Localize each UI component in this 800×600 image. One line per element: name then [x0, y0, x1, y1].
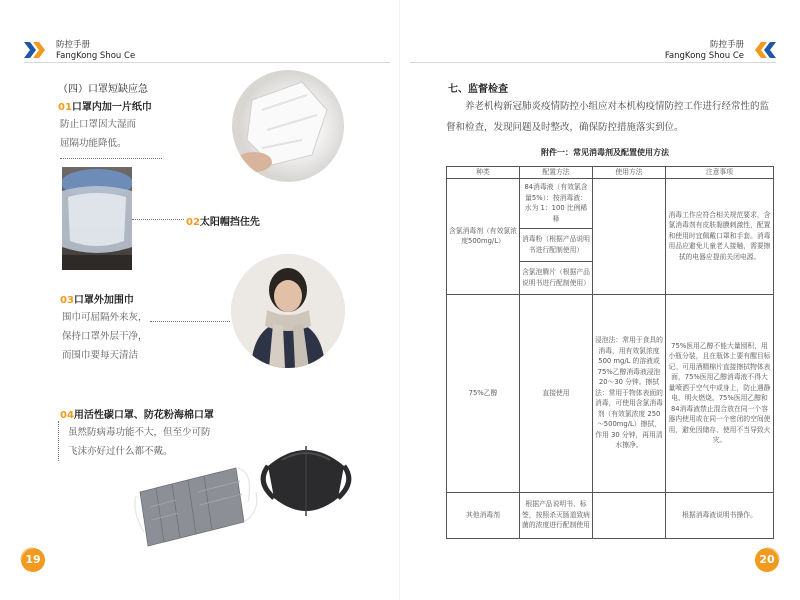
table-row [447, 492, 774, 538]
table-cell: 含氯泡腾片（根据产品说明书进行配制使用） [520, 261, 593, 294]
table-row [447, 178, 774, 228]
table-cell: 消毒粉（根据产品说明书进行配制使用） [520, 228, 593, 261]
tissue-photo [232, 70, 344, 182]
table-cell: 84消毒液（有效氯含量5%）：按消毒液：水为 1：100 比例稀释 [520, 178, 593, 228]
item-03-text: 围巾可屈隔外来灰， 保持口罩外层干净， 而围巾要每天清洁 [62, 312, 148, 361]
chevron-logo-icon [24, 42, 50, 58]
table-title: 附件一：常见消毒剂及配置使用方法 [541, 148, 669, 157]
item-01-title: 01口罩内加一片纸巾 [58, 102, 152, 113]
table-cell: 根据产品说明书、标签，按照杀灭肠道致病菌的浓度进行配制使用 [520, 492, 593, 538]
page-number: 20 [759, 553, 775, 566]
table-header-cell: 配置方法 [520, 167, 593, 179]
right-page [400, 0, 800, 600]
sponge-mask-photo [258, 436, 354, 526]
table-cell: 浸泡法：常用于食具的消毒，用有效氯浓度 500 mg/L 的溶液或 75%乙醇消毒液浸泡 20～30 分钟。擦拭法：常用于物体表面的消毒，可使用含氯消毒剂（有效氯浓度 250～500mg/L）擦拭，作用 30 分钟，再用清水擦净。 [593, 294, 666, 492]
table-cell: 75%医用乙醇不能大量囤积，用小瓶分装，且在瓶体上要有醒目标记。可用酒精棉片直接擦拭物体表面，75%医用乙醇消毒液不得大量喷洒于空气中或身上，防止遇静电、明火燃烧。75%医用乙醇和84消毒液禁止混合放在同一个容器内使用或在同一个密闭的空间使用，避免因储存、使用不当导致火灾。 [666, 294, 774, 492]
section-title: （四）口罩短缺应急 [58, 84, 148, 95]
page-number: 19 [25, 553, 41, 566]
item-04-text: 虽然防病毒功能不大，但至少可防 飞沫亦好过什么都不戴。 [68, 427, 211, 457]
table-cell: 75%乙醇 [447, 294, 520, 492]
divider-dotted-vertical [58, 421, 59, 461]
item-02-title: 02太阳帽挡住先 [186, 217, 260, 228]
scarf-photo [231, 254, 345, 368]
table-cell [593, 492, 666, 538]
divider-dotted [60, 158, 162, 159]
face-shield-photo [62, 167, 132, 270]
table-cell: 直接使用 [520, 294, 593, 492]
item-01-text: 防止口罩因大湿而 屈隔功能降低。 [60, 119, 137, 149]
header-rule [410, 62, 776, 63]
section-paragraph: 养老机构新冠肺炎疫情防控小组应对本机构疫情防控工作进行经常性的监督和检查，发现问题及时整改，确保防控措施落实到位。 [446, 101, 770, 133]
section-title: 七、监督检查 [448, 84, 508, 95]
chevron-logo-icon [750, 42, 776, 58]
surgical-masks-photo [132, 462, 262, 548]
header-title: 防控手册 FangKong Shou Ce [56, 40, 136, 61]
table-cell: 其他消毒剂 [447, 492, 520, 538]
table-cell: 消毒工作应符合相关规范要求，含氯消毒剂有皮肤黏膜刺激性，配置和使用时宜佩戴口罩和手套。消毒用品应避免儿童老人接触，需要擦拭的电器应提前关闭电源。 [666, 178, 774, 294]
page-number-badge [754, 547, 780, 573]
table-cell: 含氯消毒剂（有效氯浓度500mg/L） [447, 178, 520, 294]
page-number-badge [20, 547, 46, 573]
table-header-cell: 种类 [447, 167, 520, 179]
table-cell: 根据消毒液说明书操作。 [666, 492, 774, 538]
table-header-row [447, 167, 774, 179]
item-04-title: 04用活性碳口罩、防花粉海棉口罩 [60, 410, 214, 421]
header-rule [24, 62, 390, 63]
item-03-title: 03口罩外加围巾 [60, 295, 134, 306]
connector-dotted [132, 219, 184, 220]
connector-dotted [150, 321, 230, 322]
header-title: 防控手册 FangKong Shou Ce [664, 40, 744, 61]
table-header-cell: 使用方法 [593, 167, 666, 179]
table-cell [593, 178, 666, 294]
table-header-cell: 注意事项 [666, 167, 774, 179]
disinfectant-table [446, 166, 774, 539]
table-row [447, 294, 774, 492]
